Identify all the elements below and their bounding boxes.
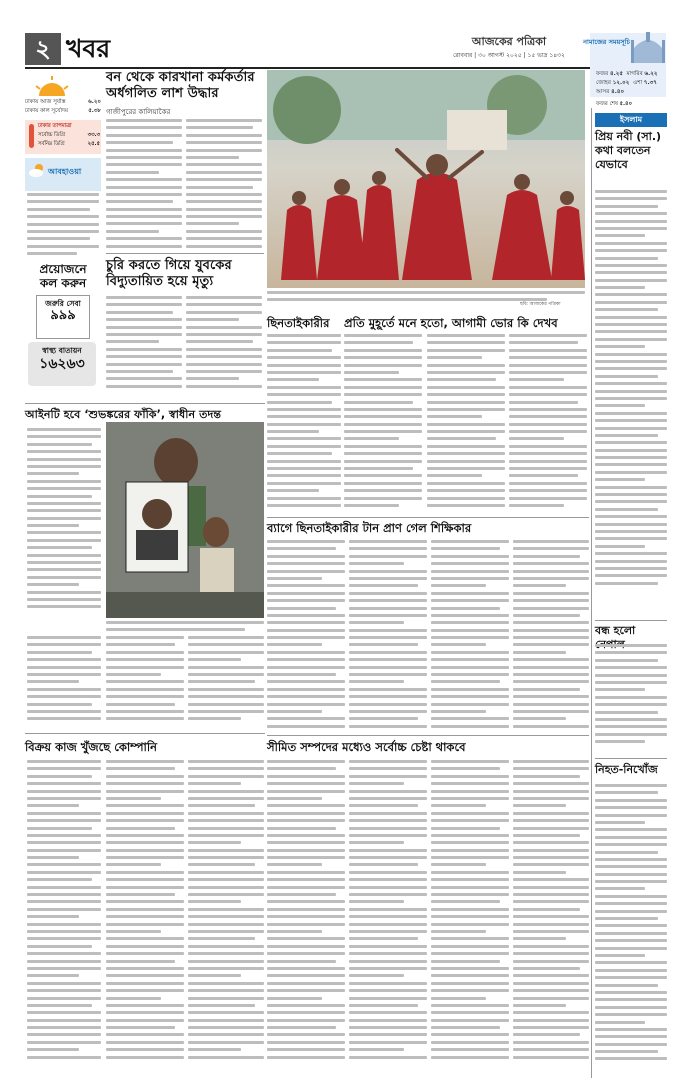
prayer-times-table: ফজর ৪.২৫ মাগরিব ৬.২২ জোহর ১২.০২ এশা ৭.৩৭ আসর ৪.৪০ xyxy=(596,71,658,95)
lead-headline: বন থেকে কারখানা কর্মকর্তার অর্ধগলিত লাশ উদ্ধার xyxy=(106,70,255,101)
nepal-headline: বন্ধ হলো xyxy=(595,624,636,637)
sun-icon xyxy=(30,74,74,100)
simito-headline: সীমিত সম্পদের মধ্যেও সর্বোচ্চ চেষ্টা থাকবে xyxy=(267,740,466,754)
cloud-icon xyxy=(28,162,46,181)
emergency-box: জরুরি সেবা ৯৯৯ xyxy=(36,295,90,339)
islam-section-label: ইসলাম xyxy=(595,113,667,127)
date-line: রোববার | ৩০ আগস্ট ২০২৫ | ১৫ ভাদ্র ১৪৩২ xyxy=(453,52,565,59)
mosque-icon xyxy=(630,30,666,68)
protest-photo xyxy=(106,422,264,618)
prayer-extra: ফজর শেষ ৫.৪০ xyxy=(596,101,633,107)
forecast-title: আবহাওয়া xyxy=(48,167,82,176)
proti-headline: প্রতি মুহূর্তে মনে হতো, আগামী ভোর কি দেখব xyxy=(344,316,558,330)
temperature-values: ঢাকার তাপমাত্রা সর্বোচ্চ ডিগ্রি ৩৩.৩ সর্বনিম্ন ডিগ্রি ২৫.৫ xyxy=(38,123,100,147)
chhintai-headline: ছিনতাইকারীর xyxy=(267,316,330,330)
dance-photo xyxy=(267,70,585,288)
islam-headline: প্রিয় নবী (সা.) কথা বলতেন যেভাবে xyxy=(595,130,662,171)
thermometer-icon xyxy=(29,124,34,148)
nihoto-headline: নিহত-নিখোঁজ xyxy=(595,763,658,776)
sun-times: ঢাকায় আজ সূর্যাস্ত ৬.২০ ঢাকায় কাল সূর্যোদয় ৫.৩৮ xyxy=(25,99,101,114)
lead-byline: গাজীপুরের কালিয়াকৈর xyxy=(106,108,171,116)
dance-photo-credit: ছবি: আজকের পত্রিকা xyxy=(520,302,561,307)
chori-headline: চুরি করতে গিয়ে যুবকের বিদ্যুতায়িত হয়ে মৃত্যু xyxy=(106,258,232,289)
ain-headline: আইনটি হবে ‘শুভঙ্করের ফাঁকি’, স্বাধীন তদন্ত xyxy=(25,408,222,421)
ad-headline: প্রয়োজনে কল করুন xyxy=(39,262,87,290)
bikroy-headline: বিক্রয় কাজ খুঁজছে কোম্পানি xyxy=(25,740,158,754)
prayer-title: নামাজের সময়সূচি xyxy=(583,38,630,46)
page-number-box: ২ xyxy=(25,33,61,65)
health-box: স্বাস্থ্য বাতায়ন ১৬২৬৩ xyxy=(28,342,96,386)
bag-headline: ব্যাগে ছিনতাইকারীর টান প্রাণ গেল শিক্ষিকার xyxy=(267,521,472,535)
masthead: আজকের পত্রিকা xyxy=(471,35,547,48)
section-title: খবর xyxy=(66,34,111,63)
